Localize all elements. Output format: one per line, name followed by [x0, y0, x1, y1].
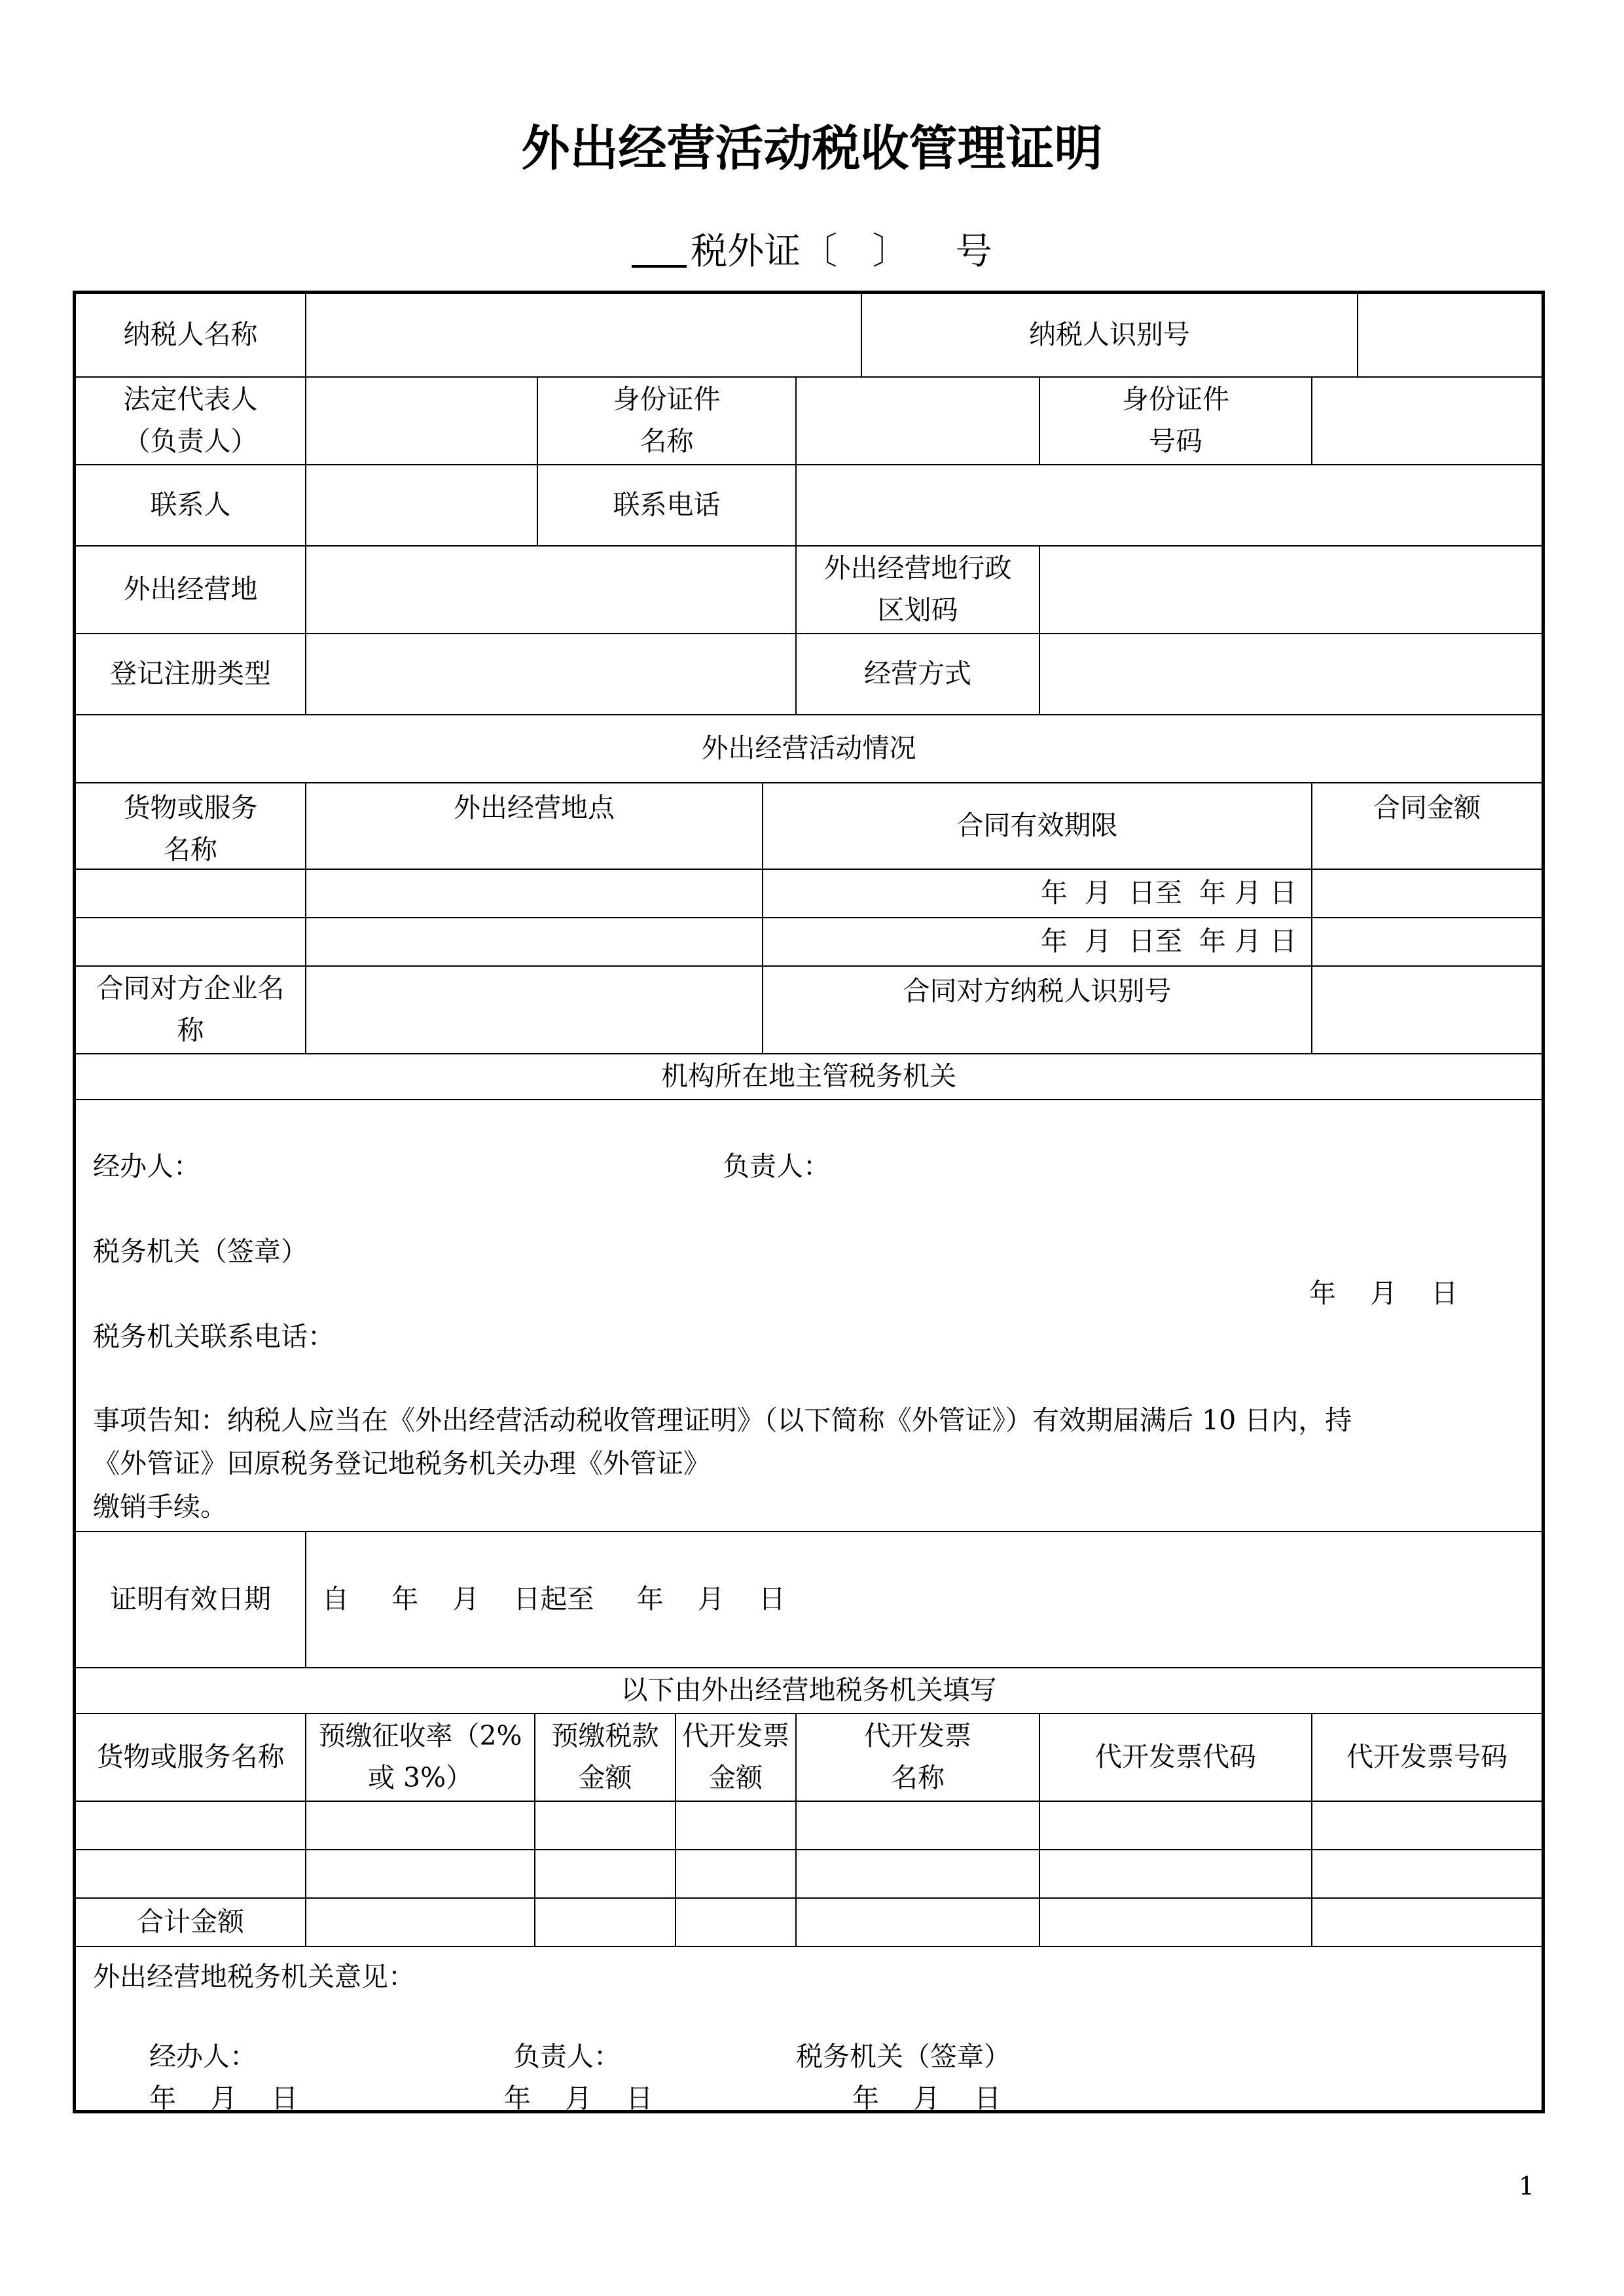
location-label: 外出经营地 — [76, 547, 306, 634]
activity-section-title: 外出经营活动情况 — [76, 715, 1542, 783]
goods-name-cell[interactable] — [76, 870, 306, 918]
location-code-label: 外出经营地行政 区划码 — [797, 547, 1040, 634]
local-table-cell[interactable] — [676, 1850, 797, 1899]
goods-name-header: 货物或服务 名称 — [76, 783, 306, 870]
counterparty-id-field[interactable] — [1312, 967, 1542, 1054]
notice-line-1: 事项告知：纳税人应当在《外出经营活动税收管理证明》（以下简称《外管证》）有效期届满后 10 日内，持 — [93, 1405, 1352, 1436]
notice-line-3: 缴销手续。 — [93, 1491, 227, 1522]
total-cell[interactable] — [1312, 1899, 1542, 1947]
validity-label: 证明有效日期 — [76, 1532, 306, 1668]
total-cell[interactable] — [306, 1899, 535, 1947]
business-place-cell[interactable] — [306, 870, 763, 918]
local-table-cell[interactable] — [1040, 1802, 1312, 1850]
total-cell[interactable] — [676, 1899, 797, 1947]
authority-phone-label: 税务机关联系电话： — [93, 1321, 334, 1352]
counterparty-id-label: 合同对方纳税人识别号 — [763, 967, 1312, 1054]
contract-period-cell[interactable]: 年 月 日至 年 月 日 — [763, 870, 1312, 918]
counterparty-name-label: 合同对方企业名 称 — [76, 967, 306, 1054]
invoice-code-header: 代开发票代码 — [1040, 1714, 1312, 1802]
certificate-number-text: 税外证〔 〕 号 — [691, 230, 992, 273]
authority-responsible-label: 负责人： — [723, 1151, 830, 1182]
contract-amount-header: 合同金额 — [1312, 783, 1542, 870]
taxpayer-id-label: 纳税人识别号 — [862, 294, 1358, 378]
local-table-cell[interactable] — [676, 1802, 797, 1850]
business-mode-field[interactable] — [1040, 634, 1542, 715]
page-title: 外出经营活动税收管理证明 — [521, 120, 1103, 177]
authority-date: 年 月 日 — [1309, 1278, 1458, 1309]
local-table-cell[interactable] — [1312, 1850, 1542, 1899]
validity-value[interactable]: 自 年 月 日起至 年 月 日 — [306, 1532, 1542, 1668]
local-table-cell[interactable] — [797, 1802, 1040, 1850]
total-cell[interactable] — [535, 1899, 676, 1947]
invoice-number-header: 代开发票号码 — [1312, 1714, 1542, 1802]
certificate-form — [73, 291, 1545, 2113]
invoice-amount-header: 代开发票 金额 — [676, 1714, 797, 1802]
invoice-name-header: 代开发票 名称 — [797, 1714, 1040, 1802]
local-table-cell[interactable] — [535, 1850, 676, 1899]
reg-type-field[interactable] — [306, 634, 797, 715]
local-table-cell[interactable] — [76, 1850, 306, 1899]
id-doc-name-field[interactable] — [797, 378, 1040, 465]
taxpayer-name-field[interactable] — [306, 294, 862, 378]
contract-period-header: 合同有效期限 — [763, 783, 1312, 870]
authority-handler-label: 经办人： — [93, 1151, 200, 1182]
id-doc-number-field[interactable] — [1312, 378, 1542, 465]
business-mode-label: 经营方式 — [797, 634, 1040, 715]
contract-period-cell[interactable]: 年 月 日至 年 月 日 — [763, 918, 1312, 967]
counterparty-name-field[interactable] — [306, 967, 763, 1054]
tax-office-blank[interactable] — [632, 231, 687, 268]
local-table-cell[interactable] — [1312, 1802, 1542, 1850]
id-doc-number-label: 身份证件 号码 — [1040, 378, 1312, 465]
local-table-cell[interactable] — [797, 1850, 1040, 1899]
local-table-cell[interactable] — [1040, 1850, 1312, 1899]
certificate-number-line — [0, 223, 1624, 275]
local-handler-label: 经办人： — [149, 2041, 257, 2072]
legal-rep-field[interactable] — [306, 378, 538, 465]
local-opinion-label: 外出经营地税务机关意见： — [93, 1961, 415, 1992]
taxpayer-id-field[interactable] — [1358, 294, 1542, 378]
reg-type-label: 登记注册类型 — [76, 634, 306, 715]
location-field[interactable] — [306, 547, 797, 634]
local-table-cell[interactable] — [306, 1850, 535, 1899]
authority-seal-label: 税务机关（签章） — [93, 1236, 308, 1267]
total-amount-label: 合计金额 — [76, 1899, 306, 1947]
contract-amount-cell[interactable] — [1312, 870, 1542, 918]
notice-line-2: 《外管证》回原税务登记地税务机关办理《外管证》 — [93, 1448, 710, 1479]
contract-amount-cell[interactable] — [1312, 918, 1542, 967]
contact-label: 联系人 — [76, 465, 306, 547]
local-table-cell[interactable] — [76, 1802, 306, 1850]
location-code-field[interactable] — [1040, 547, 1542, 634]
contact-field[interactable] — [306, 465, 538, 547]
contact-phone-label: 联系电话 — [538, 465, 797, 547]
total-cell[interactable] — [797, 1899, 1040, 1947]
authority-section-title: 机构所在地主管税务机关 — [76, 1054, 1542, 1100]
total-cell[interactable] — [1040, 1899, 1312, 1947]
contact-phone-field[interactable] — [797, 465, 1542, 547]
local-goods-header: 货物或服务名称 — [76, 1714, 306, 1802]
local-handler-date: 年 月 日 — [149, 2083, 298, 2114]
id-doc-name-label: 身份证件 名称 — [538, 378, 797, 465]
local-seal-label: 税务机关（签章） — [796, 2041, 1011, 2072]
prepaid-tax-header: 预缴税款 金额 — [535, 1714, 676, 1802]
local-responsible-date: 年 月 日 — [504, 2083, 653, 2114]
legal-rep-label: 法定代表人 （负责人） — [76, 378, 306, 465]
local-seal-date: 年 月 日 — [852, 2083, 1001, 2114]
business-place-header: 外出经营地点 — [306, 783, 763, 870]
business-place-cell[interactable] — [306, 918, 763, 967]
page-number: 1 — [1519, 2172, 1535, 2200]
prepaid-rate-header: 预缴征收率（2% 或 3%） — [306, 1714, 535, 1802]
local-table-cell[interactable] — [535, 1802, 676, 1850]
taxpayer-name-label: 纳税人名称 — [76, 294, 306, 378]
local-responsible-label: 负责人： — [513, 2041, 621, 2072]
local-section-title: 以下由外出经营地税务机关填写 — [76, 1668, 1542, 1714]
local-table-cell[interactable] — [306, 1802, 535, 1850]
goods-name-cell[interactable] — [76, 918, 306, 967]
